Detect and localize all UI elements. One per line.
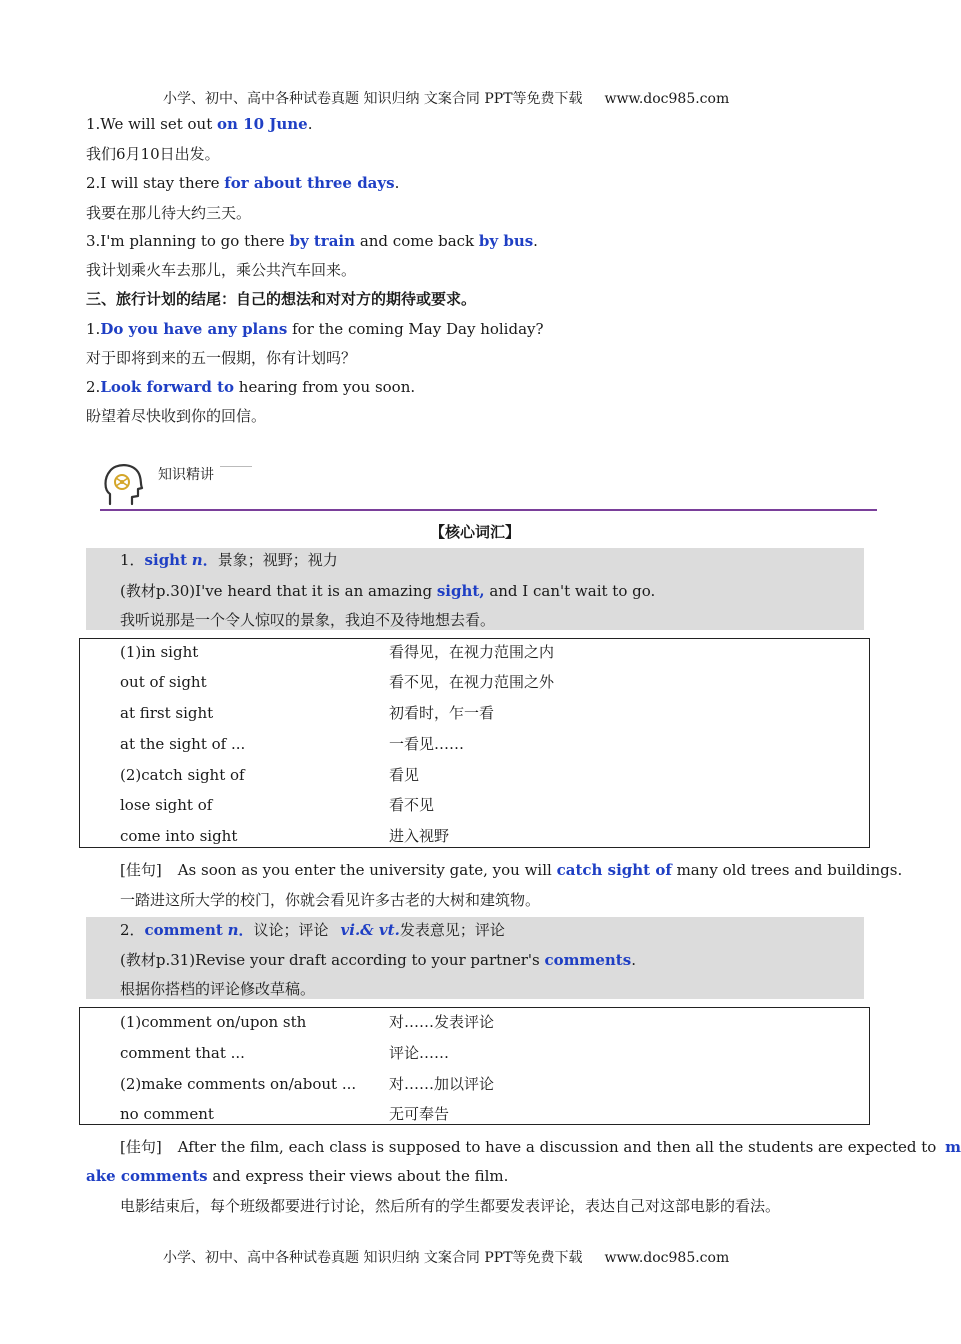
highlight: sight bbox=[144, 551, 188, 569]
phrase-zh: 一看见…… bbox=[389, 735, 465, 753]
section3-translation-1: 对于即将到来的五一假期，你有计划吗？ bbox=[86, 349, 357, 367]
text: 景象；视野；视力 bbox=[217, 551, 338, 569]
phrase-zh: 评论…… bbox=[389, 1044, 450, 1062]
intro-sentence-3 bbox=[86, 231, 538, 251]
word1-headword bbox=[120, 550, 338, 570]
table-row bbox=[80, 734, 869, 754]
highlight: vi.& vt. bbox=[340, 921, 400, 939]
phrase-en: at first sight bbox=[120, 704, 214, 722]
head-brain-icon bbox=[102, 460, 144, 508]
footer-text: 小学、初中、高中各种试卷真题 知识归纳 文案合同 PPT等免费下载 bbox=[163, 1250, 583, 1266]
header-text: 小学、初中、高中各种试卷真题 知识归纳 文案合同 PPT等免费下载 bbox=[163, 91, 583, 107]
word1-good-sentence-translation: 一踏进这所大学的校门，你就会看见许多古老的大树和建筑物。 bbox=[120, 891, 541, 909]
table-row bbox=[80, 795, 869, 815]
table-row bbox=[80, 703, 869, 723]
phrase-zh: 看不见，在视力范围之外 bbox=[389, 673, 555, 691]
text: 1.We will set out bbox=[86, 115, 218, 133]
table-row bbox=[80, 1104, 869, 1124]
table-row bbox=[80, 1012, 869, 1032]
text: . bbox=[631, 951, 636, 969]
phrase-zh: 看见 bbox=[389, 766, 420, 784]
core-vocab-title: 【核心词汇】 bbox=[429, 523, 520, 541]
phrase-en: out of sight bbox=[120, 673, 207, 691]
highlight: comment bbox=[144, 921, 223, 939]
text: 1． bbox=[120, 551, 145, 569]
intro-translation-1: 我们6月10日出发。 bbox=[86, 145, 220, 163]
phrase-en: (2)catch sight of bbox=[120, 766, 245, 784]
label: [佳句] bbox=[120, 1138, 162, 1156]
highlight: n bbox=[191, 551, 203, 569]
text: 2. bbox=[86, 378, 101, 396]
highlight: Do you have any plans bbox=[100, 320, 288, 338]
intro-translation-3: 我计划乘火车去那儿，乘公共汽车回来。 bbox=[86, 261, 357, 279]
text: and I can't wait to go. bbox=[484, 582, 656, 600]
section-divider bbox=[100, 509, 877, 511]
phrase-en: (1)in sight bbox=[120, 643, 199, 661]
text: . bbox=[307, 115, 313, 133]
page-footer bbox=[163, 1247, 803, 1267]
text: As soon as you enter the university gate, you will bbox=[177, 861, 557, 879]
table-row bbox=[80, 1043, 869, 1063]
highlight: comments bbox=[544, 951, 632, 969]
knowledge-title: 知识精讲 bbox=[158, 467, 214, 483]
text: 议论；评论 bbox=[253, 921, 329, 939]
word2-good-sentence-cont bbox=[86, 1166, 508, 1186]
table-row bbox=[80, 1074, 869, 1094]
word2-phrase-table bbox=[79, 1007, 870, 1125]
phrase-zh: 初看时，乍一看 bbox=[389, 704, 495, 722]
phrase-zh: 无可奉告 bbox=[389, 1105, 450, 1123]
section-3-title: 三、旅行计划的结尾：自己的想法和对对方的期待或要求。 bbox=[86, 290, 477, 308]
phrase-zh: 看不见 bbox=[389, 796, 435, 814]
word2-headword bbox=[120, 920, 505, 940]
highlight: sight, bbox=[436, 582, 485, 600]
highlight: m bbox=[945, 1138, 961, 1156]
page-header bbox=[163, 88, 803, 108]
table-row bbox=[80, 672, 869, 692]
phrase-en: (1)comment on/upon sth bbox=[120, 1013, 307, 1031]
word2-example-translation: 根据你搭档的评论修改草稿。 bbox=[120, 980, 316, 998]
table-row bbox=[80, 765, 869, 785]
word1-example-translation: 我听说那是一个令人惊叹的景象，我迫不及待地想去看。 bbox=[120, 611, 496, 629]
phrase-en: come into sight bbox=[120, 827, 238, 845]
header-site: www.doc985.com bbox=[604, 91, 730, 107]
highlight: ． bbox=[238, 921, 254, 939]
footer-site: www.doc985.com bbox=[604, 1250, 730, 1266]
text: . bbox=[533, 232, 538, 250]
table-row bbox=[80, 826, 869, 846]
word2-good-sentence bbox=[120, 1137, 961, 1157]
text: 1. bbox=[86, 320, 101, 338]
title-rule bbox=[220, 466, 252, 467]
word1-good-sentence bbox=[120, 860, 902, 880]
text: . bbox=[394, 174, 400, 192]
text: and express their views about the film. bbox=[207, 1167, 509, 1185]
text: (教材p.30)I've heard that it is an amazing bbox=[120, 582, 437, 600]
text: for the coming May Day holiday? bbox=[287, 320, 544, 338]
text: (教材p.31)Revise your draft according to your partner's bbox=[120, 951, 545, 969]
highlight: by train bbox=[289, 232, 356, 250]
highlight: catch sight of bbox=[556, 861, 672, 879]
section3-sentence-1 bbox=[86, 319, 544, 339]
text: 2． bbox=[120, 921, 145, 939]
highlight: by bus bbox=[478, 232, 534, 250]
phrase-zh: 进入视野 bbox=[389, 827, 450, 845]
word2-example bbox=[120, 950, 636, 970]
text: 发表意见；评论 bbox=[399, 921, 505, 939]
text: many old trees and buildings. bbox=[671, 861, 903, 879]
highlight: ． bbox=[202, 551, 218, 569]
highlight: Look forward to bbox=[100, 378, 235, 396]
text: 2.I will stay there bbox=[86, 174, 225, 192]
table-row bbox=[80, 642, 869, 662]
intro-translation-2: 我要在那儿待大约三天。 bbox=[86, 204, 252, 222]
highlight: n bbox=[227, 921, 239, 939]
phrase-en: comment that ... bbox=[120, 1044, 245, 1062]
intro-sentence-1 bbox=[86, 114, 312, 134]
phrase-en: at the sight of ... bbox=[120, 735, 246, 753]
word1-example bbox=[120, 581, 655, 601]
label: [佳句] bbox=[120, 861, 162, 879]
phrase-en: no comment bbox=[120, 1105, 214, 1123]
phrase-zh: 看得见，在视力范围之内 bbox=[389, 643, 555, 661]
section3-translation-2: 盼望着尽快收到你的回信。 bbox=[86, 407, 267, 425]
phrase-en: lose sight of bbox=[120, 796, 213, 814]
text: and come back bbox=[355, 232, 479, 250]
highlight: for about three days bbox=[224, 174, 395, 192]
text: 3.I'm planning to go there bbox=[86, 232, 290, 250]
highlight: on 10 June bbox=[217, 115, 308, 133]
text: hearing from you soon. bbox=[234, 378, 416, 396]
word2-good-sentence-translation: 电影结束后，每个班级都要进行讨论，然后所有的学生都要发表评论，表达自己对这部电影的看法。 bbox=[120, 1197, 781, 1215]
word1-phrase-table bbox=[79, 638, 870, 848]
intro-sentence-2 bbox=[86, 173, 399, 193]
text: After the film, each class is supposed to have a discussion and then all the students are expected to bbox=[177, 1138, 942, 1156]
phrase-en: (2)make comments on/about ... bbox=[120, 1075, 357, 1093]
highlight: ake comments bbox=[86, 1167, 208, 1185]
phrase-zh: 对……加以评论 bbox=[389, 1075, 495, 1093]
phrase-zh: 对……发表评论 bbox=[389, 1013, 495, 1031]
section3-sentence-2 bbox=[86, 377, 415, 397]
